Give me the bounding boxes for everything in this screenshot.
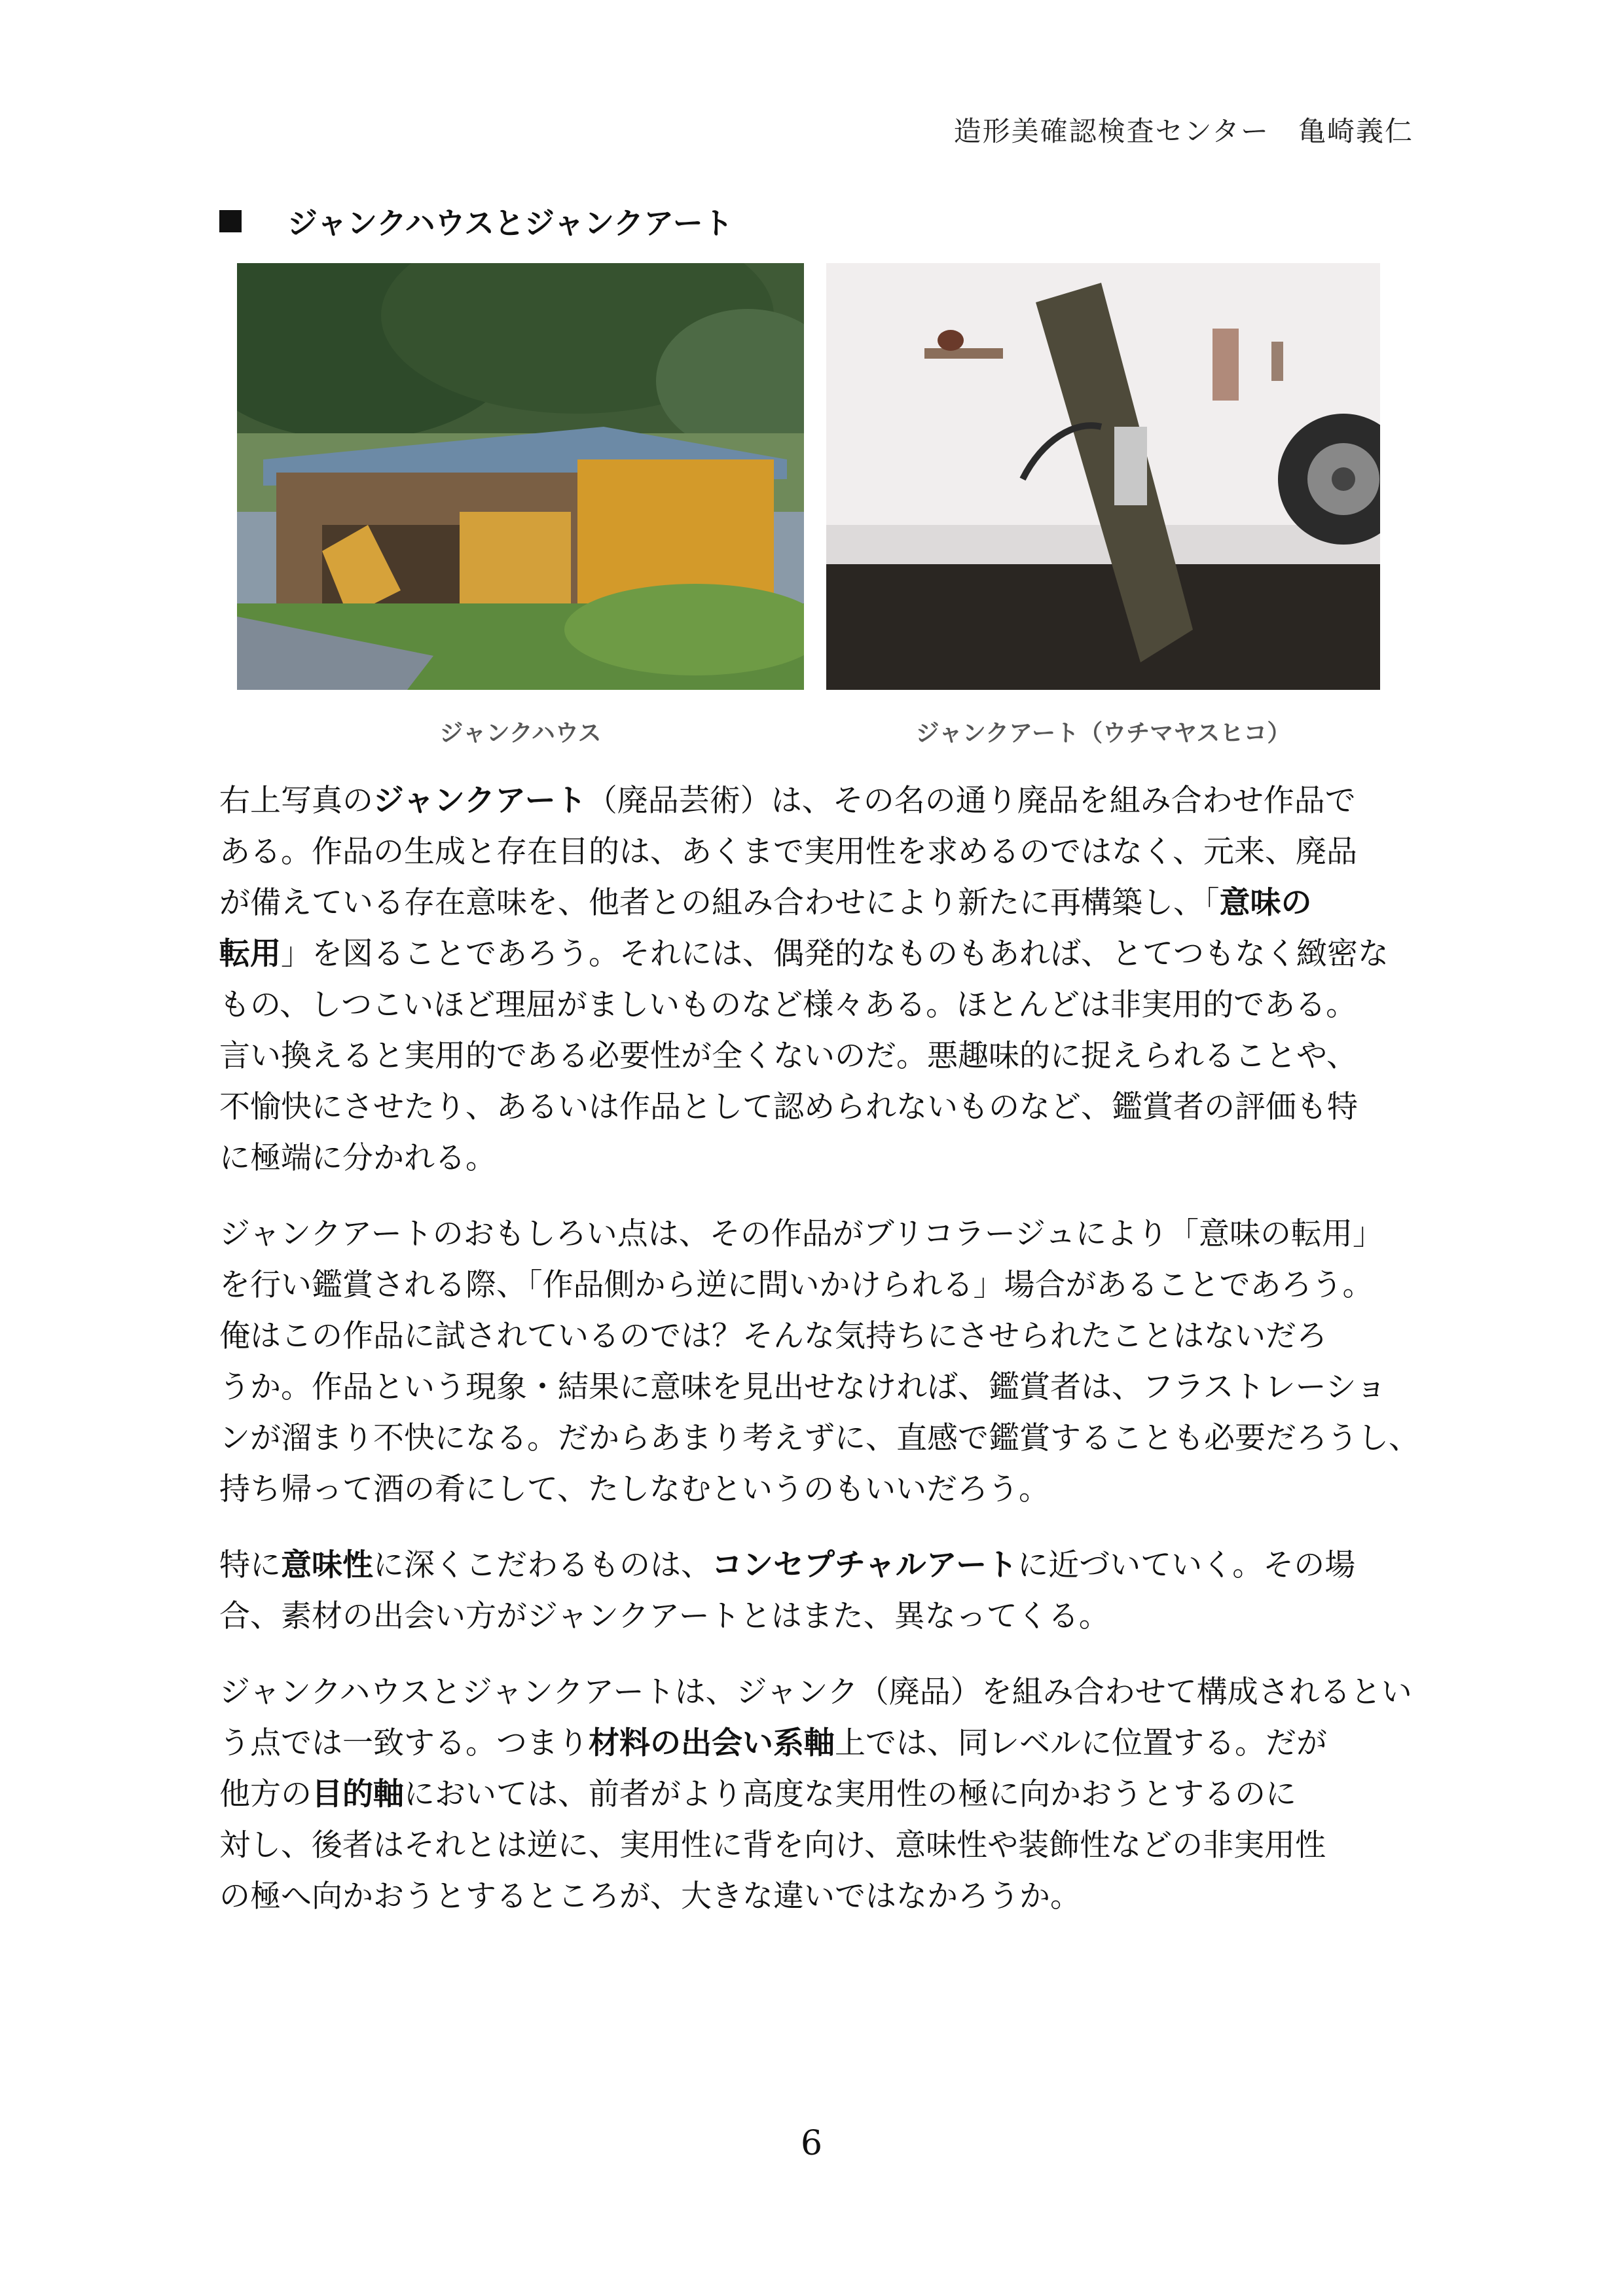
text-run: に近づいていく。その場 xyxy=(1017,1547,1356,1583)
page-number: 6 xyxy=(800,2124,823,2163)
text-line: 俺はこの作品に試されているのでは？そんな気持ちにさせられたことはないだろ xyxy=(219,1318,1327,1354)
square-bullet-icon xyxy=(219,210,242,232)
text-line xyxy=(219,1769,1431,1820)
paragraph-2 xyxy=(219,1209,1431,1515)
text-run: 他方の xyxy=(219,1776,312,1812)
bold-term: ジャンクアート xyxy=(373,783,587,819)
junk-house-photo xyxy=(237,263,804,690)
junk-art-photo xyxy=(826,263,1380,690)
text-line: 不愉快にさせたり、あるいは作品として認められないものなど、鑑賞者の評価も特 xyxy=(219,1089,1358,1125)
body-text xyxy=(219,776,1431,1947)
text-line: もの、しつこいほど理屈がましいものなど様々ある。ほとんどは非実用的である。 xyxy=(219,987,1357,1023)
text-run: 上では、同レベルに位置する。だが xyxy=(835,1725,1327,1761)
section-title: ジャンクハウスとジャンクアート xyxy=(287,206,733,241)
bold-term: 意味性 xyxy=(281,1547,373,1583)
text-line xyxy=(219,776,1431,827)
text-run: （廃品芸術）は、その名の通り廃品を組み合わせ作品で xyxy=(586,783,1356,819)
text-line: ある。作品の生成と存在目的は、あくまで実用性を求めるのではなく、元来、廃品 xyxy=(219,834,1358,870)
text-run: に深くこだわるものは、 xyxy=(373,1547,712,1583)
text-line: ジャンクアートのおもしろい点は、その作品がブリコラージュにより「意味の転用」 xyxy=(219,1216,1384,1252)
text-line xyxy=(219,878,1431,929)
text-line: 言い換えると実用的である必要性が全くないのだ。悪趣味的に捉えられることや、 xyxy=(219,1038,1358,1074)
paragraph-1 xyxy=(219,776,1431,1184)
paragraph-3 xyxy=(219,1540,1431,1642)
text-run: 特に xyxy=(219,1547,281,1583)
bold-term: コンセプチャルアート xyxy=(712,1547,1018,1583)
text-line: ジャンクハウスとジャンクアートは、ジャンク（廃品）を組み合わせて構成されるとい xyxy=(219,1674,1412,1710)
text-run: 右上写真の xyxy=(219,783,373,819)
bold-term: 転用 xyxy=(219,936,281,972)
text-line xyxy=(219,1718,1431,1769)
text-run: が備えている存在意味を、他者との組み合わせにより新たに再構築し、「 xyxy=(219,885,1220,921)
text-run: 」を図ることであろう。それには、偶発的なものもあれば、とてつもなく緻密な xyxy=(281,936,1389,972)
text-line: うか。作品という現象・結果に意味を見出せなければ、鑑賞者は、フラストレーショ xyxy=(219,1369,1387,1405)
text-run: においては、前者がより高度な実用性の極に向かおうとするのに xyxy=(404,1776,1296,1812)
text-line: 持ち帰って酒の肴にして、たしなむというのもいいだろう。 xyxy=(219,1471,1050,1507)
paragraph-4 xyxy=(219,1667,1431,1922)
text-line: 対し、後者はそれとは逆に、実用性に背を向け、意味性や装飾性などの非実用性 xyxy=(219,1827,1326,1863)
text-line xyxy=(219,1540,1431,1591)
text-line: 合、素材の出会い方がジャンクアートとはまた、異なってくる。 xyxy=(219,1598,1110,1634)
bold-term: 材料の出会い系軸 xyxy=(589,1725,835,1761)
text-line: に極端に分かれる。 xyxy=(219,1140,496,1176)
text-line: ンが溜まり不快になる。だからあまり考えずに、直感で鑑賞することも必要だろうし、 xyxy=(219,1420,1419,1456)
page-header: 造形美確認検査センター 亀崎義仁 xyxy=(953,115,1413,147)
bold-term: 目的軸 xyxy=(312,1776,404,1812)
text-run: う点では一致する。つまり xyxy=(219,1725,589,1761)
section-heading xyxy=(219,200,733,243)
bold-term: 意味の xyxy=(1219,885,1312,921)
text-line xyxy=(219,929,1431,980)
figure-caption-junk-house: ジャンクハウス xyxy=(439,720,602,747)
text-line: を行い鑑賞される際、「作品側から逆に問いかけられる」場合があることであろう。 xyxy=(219,1267,1374,1303)
figure-caption-junk-art: ジャンクアート（ウチマヤスヒコ） xyxy=(915,720,1291,747)
text-line: の極へ向かおうとするところが、大きな違いではなかろうか。 xyxy=(219,1878,1081,1914)
